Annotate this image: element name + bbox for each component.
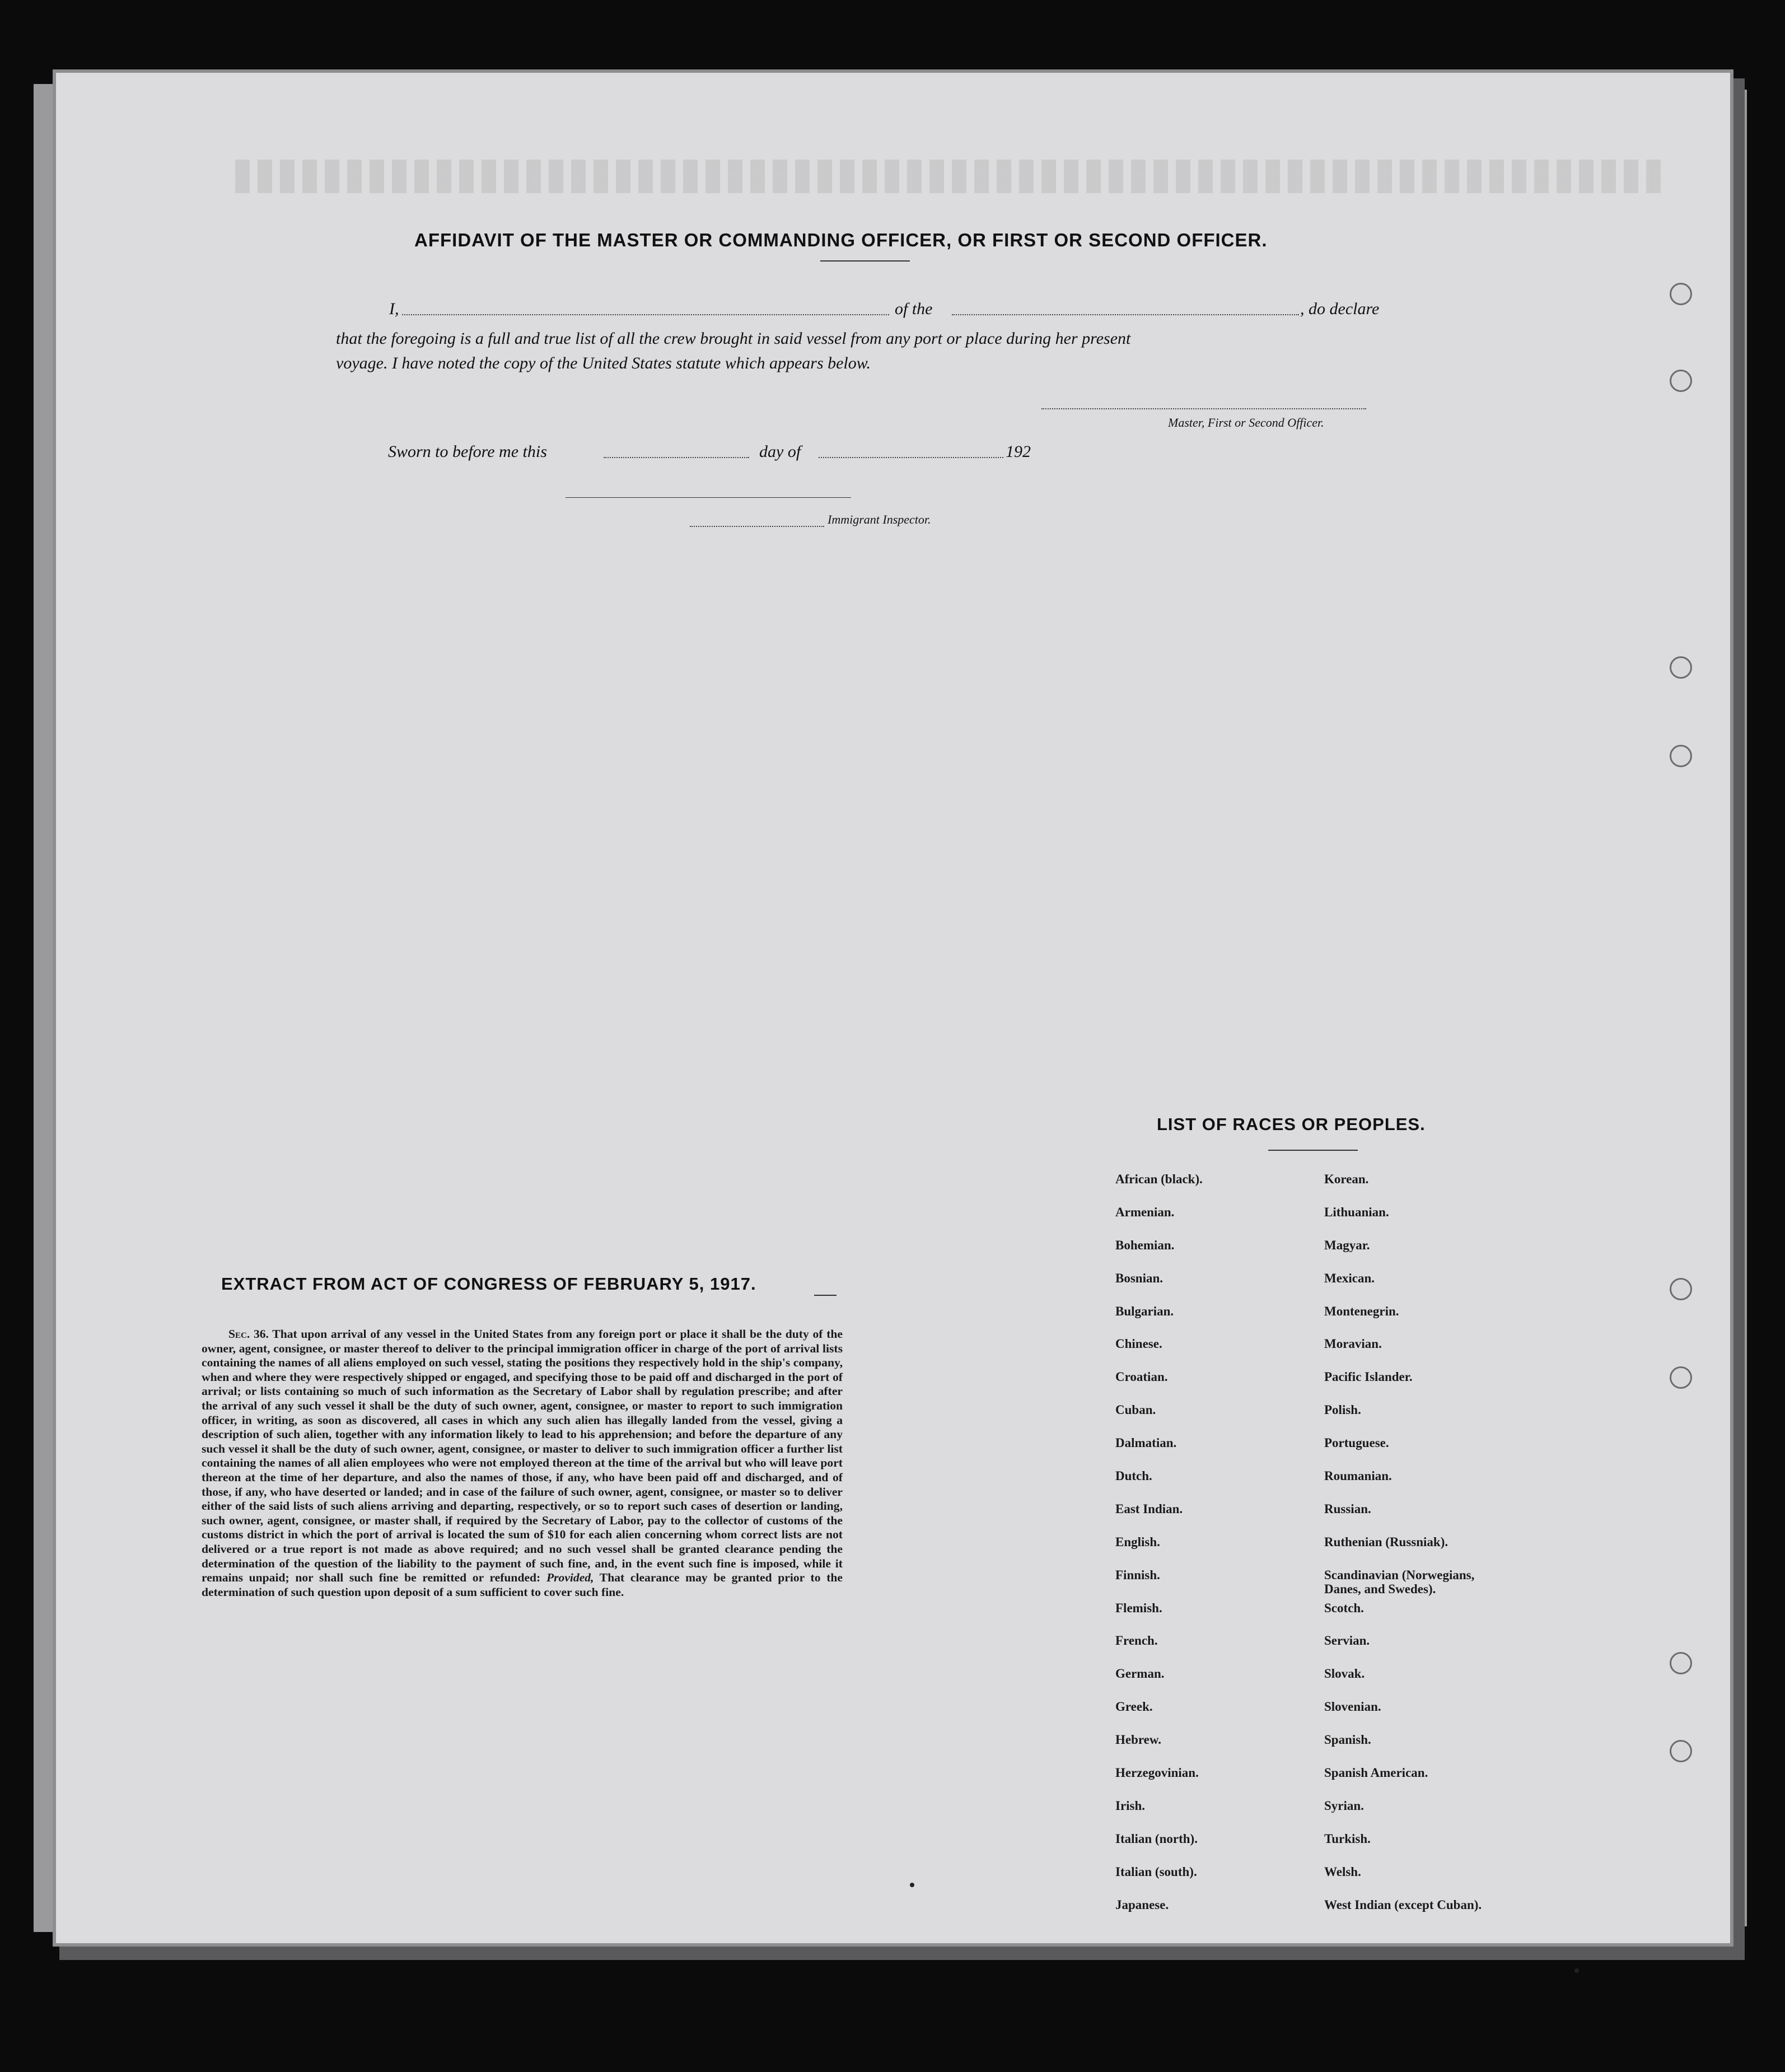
punch-hole [1670,1278,1692,1300]
race-item: Bosnian. [1115,1271,1163,1285]
race-item: East Indian. [1115,1501,1183,1516]
officer-signature-line [1041,408,1366,409]
race-item: Flemish. [1115,1600,1162,1615]
section-label: Sec. 36. [228,1327,269,1341]
race-item: Spanish American. [1324,1766,1428,1780]
race-item: Hebrew. [1115,1733,1161,1747]
race-item: Irish. [1115,1798,1146,1813]
affidavit-line-3: voyage. I have noted the copy of the United States statute which appears below. [336,354,871,372]
underlying-sheet-edge-right [1730,90,1747,1926]
race-item: Herzegovinian. [1115,1766,1199,1780]
act-body-1: That upon arrival of any vessel in the United States from any foreign port or place it shall be the duty of the owner, agent, consignee, or master thereof to deliver to the principal immigration officer in charge of the port of arrival lists containing the names of all aliens employed on such vessel, stating the positions they respectively hold in the ship's company, when and where they were respectively shipped or engaged, and specifying those to be paid off and discharged in the port of arrival; or lists containing so much of such information as the Secretary of Labor shall by regulation prescribe; and after the arrival of any such vessel it shall be the duty of such owner, agent, consignee, or master to report to such immigration officer, in writing, as soon as discovered, all cases in which any such alien has illegally landed from the vessel, giving a description of such alien, together with any information likely to lead to his apprehension; and before the departure of any such vessel it shall be the duty of such owner, agent, consignee, or master to deliver to such immigration officer a further list containing the names of all alien employees who were not employed thereon at the time of the arrival but who will leave port thereon at the time of her departure, and also the names of those, if any, who have been paid off and discharged, and of those, if any, who have deserted or landed; and in case of the failure of such owner, agent, consignee, or master so to deliver either of the said lists of such aliens arriving and departing, respectively, or so to report such cases of desertion or landing, such owner, agent, consignee, or master shall, if required by the Secretary of Labor, pay to the collector of customs of the customs district in which the port of arrival is located the sum of $10 for each alien concerning whom correct lists are not delivered or a true report is not made as above required; and no such vessel shall be granted clearance pending the determination of the question of the liability to the payment of such fine, and, in the event such fine is imposed, while it remains unpaid; nor shall such fine be remitted or refunded: [202,1327,843,1585]
race-item: Ruthenian (Russniak). [1324,1534,1448,1549]
affidavit-title: AFFIDAVIT OF THE MASTER OR COMMANDING OFFICER, OR FIRST OR SECOND OFFICER. [414,230,1268,250]
race-item: Italian (south). [1115,1864,1197,1879]
races-title: LIST OF RACES OR PEOPLES. [1157,1114,1426,1134]
races-right-column [1324,1168,1559,1926]
i-label: I, [389,300,399,318]
race-item: Mexican. [1324,1271,1375,1285]
ink-speck [910,1883,914,1887]
race-item: Scotch. [1324,1600,1364,1615]
day-of-label: day of [759,442,801,461]
race-item: Chinese. [1115,1337,1162,1351]
race-item: Dutch. [1115,1469,1152,1483]
inspector-rule [566,497,851,498]
bleed-through-text [235,160,1669,193]
race-item: French. [1115,1634,1158,1648]
officer-caption: Master, First or Second Officer. [1168,416,1324,430]
race-item: Montenegrin. [1324,1304,1399,1318]
race-item: Russian. [1324,1501,1371,1516]
race-item: Japanese. [1115,1897,1169,1912]
ink-speck [1574,1968,1579,1973]
races-title-rule [1268,1150,1358,1151]
races-left-column [1115,1168,1306,1926]
race-item: Scandinavian (Norwegians, Danes, and Swedes). [1324,1567,1475,1596]
punch-hole [1670,656,1692,679]
inspector-caption: Immigrant Inspector. [828,512,931,526]
race-item: Turkish. [1324,1831,1371,1846]
affidavit-line-2: that the foregoing is a full and true list of all the crew brought in said vessel from any port or place during her present [336,329,1131,348]
act-text [202,1327,843,1599]
race-item: Greek. [1115,1700,1153,1714]
race-item: Slovenian. [1324,1700,1381,1714]
act-title: EXTRACT FROM ACT OF CONGRESS OF FEBRUARY 5, 1917. [221,1274,756,1294]
race-item: Korean. [1324,1172,1369,1186]
race-item: Slovak. [1324,1667,1365,1681]
race-item: Welsh. [1324,1864,1361,1879]
punch-hole [1670,1366,1692,1389]
declare-label: , do declare [1300,300,1380,318]
race-item: Bohemian. [1115,1238,1175,1252]
race-item: Servian. [1324,1634,1370,1648]
underlying-sheet-edge [34,84,56,1932]
punch-hole [1670,745,1692,767]
race-item: Pacific Islander. [1324,1370,1413,1384]
race-item: West Indian (except Cuban). [1324,1897,1482,1912]
race-item: Italian (north). [1115,1831,1198,1846]
sworn-label: Sworn to before me this [388,442,547,461]
act-title-rule [814,1295,837,1296]
race-item: Dalmatian. [1115,1436,1177,1450]
race-item: English. [1115,1534,1160,1549]
title-rule [820,260,910,262]
punch-hole [1670,370,1692,392]
punch-hole [1670,283,1692,305]
race-item: Lithuanian. [1324,1205,1389,1219]
race-item: Bulgarian. [1115,1304,1174,1318]
act-body-2: That clearance may be granted prior to the determination of such question upon deposit of a sum sufficient to cover such fine. [202,1571,843,1599]
proviso-label: Provided, [546,1571,594,1585]
punch-hole [1670,1740,1692,1762]
race-item: Armenian. [1115,1205,1175,1219]
race-item: Portuguese. [1324,1436,1389,1450]
race-item: Syrian. [1324,1798,1364,1813]
race-item: African (black). [1115,1172,1203,1186]
of-the-label: of the [895,300,933,318]
month-field-line [819,456,1003,458]
day-field-line [604,456,749,458]
race-item: Finnish. [1115,1567,1160,1582]
race-item: Croatian. [1115,1370,1168,1384]
race-item: Roumanian. [1324,1469,1392,1483]
race-item: Moravian. [1324,1337,1382,1351]
punch-hole [1670,1652,1692,1674]
race-item: Magyar. [1324,1238,1370,1252]
race-item: Spanish. [1324,1733,1371,1747]
inspector-signature-line [690,525,824,527]
race-item: Polish. [1324,1403,1361,1417]
name-field-line [402,314,889,315]
race-item: Cuban. [1115,1403,1156,1417]
race-item: German. [1115,1667,1165,1681]
vessel-field-line [952,314,1299,315]
year-label: 192 [1006,442,1031,461]
